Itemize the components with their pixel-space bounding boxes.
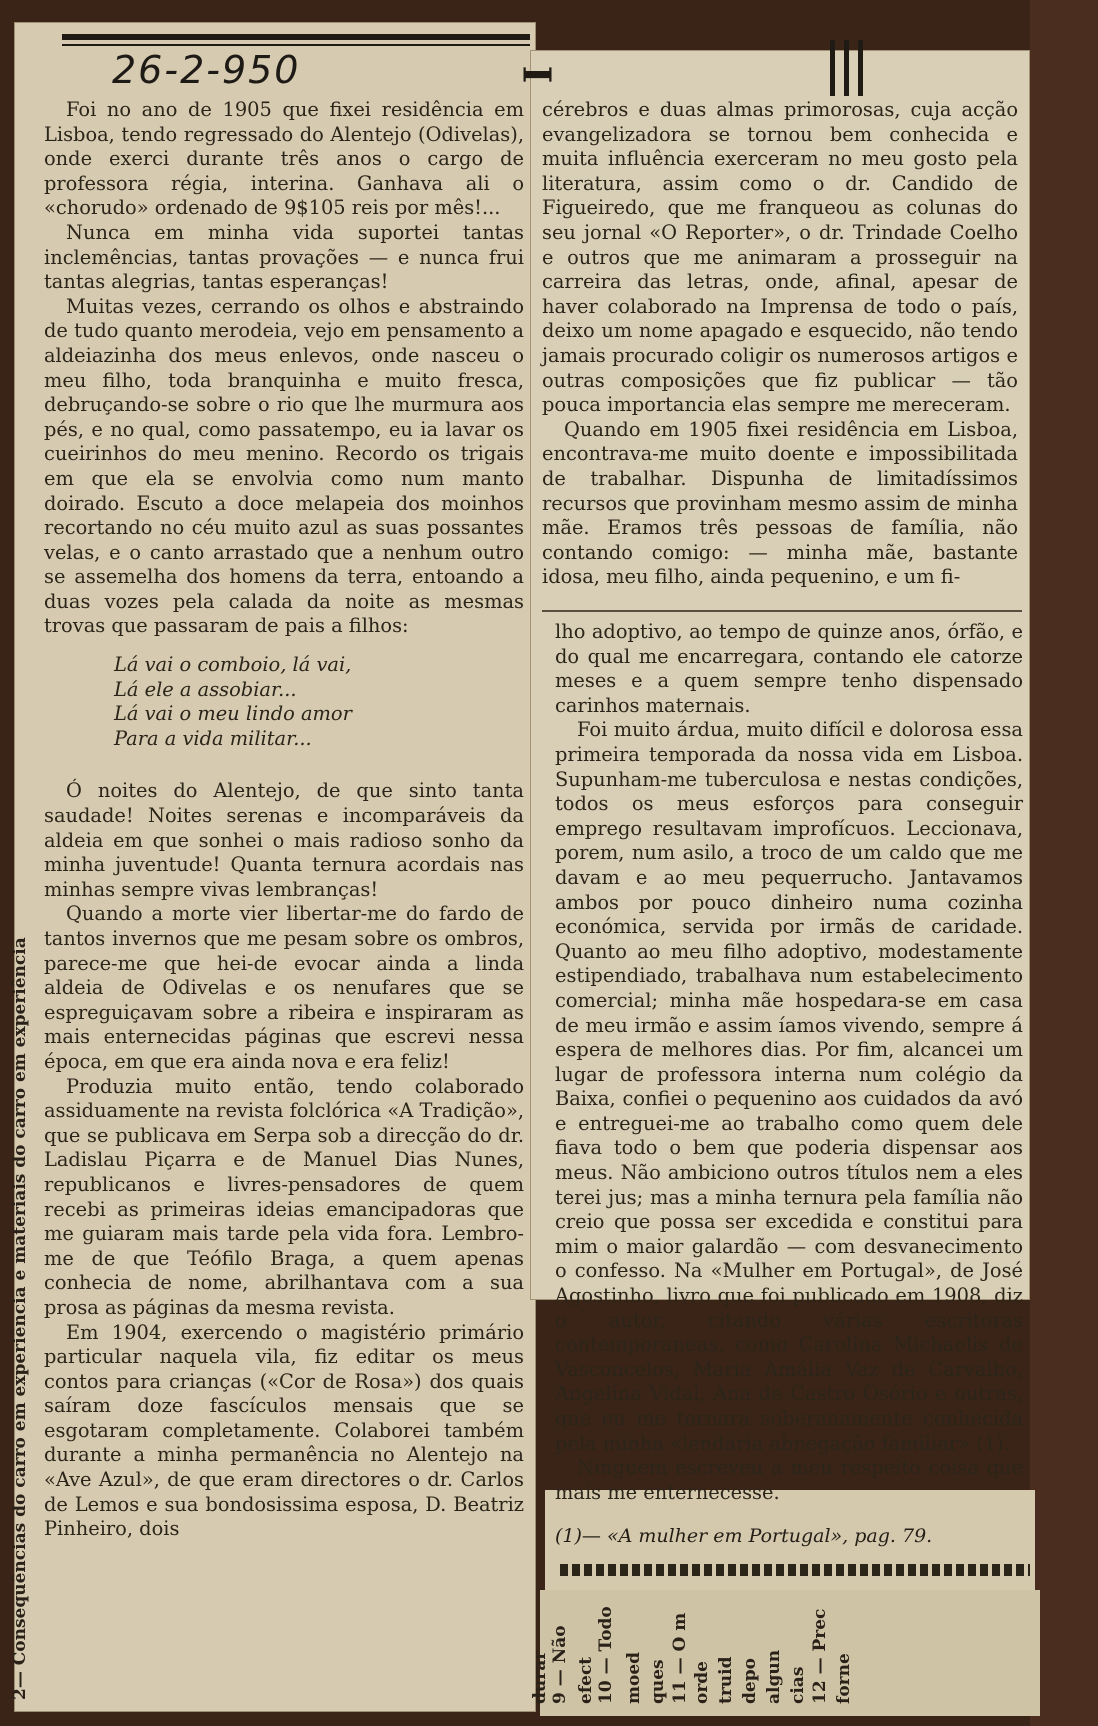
poem-line: Lá vai o meu lindo amor <box>114 702 352 726</box>
paragraph: Muitas vezes, cerrando os olhos e abstraindo de tudo quanto merodeia, vejo em pensamento a aldeiazinha dos meus enlevos, onde nasceu o meu filho, toda branquinha e muito fresca, debruçando-se sobre o rio que lhe murmura aos pés, e no qual, como passatempo, eu ia lavar os cueirinhos do meu menino. Recordo os trigais em que ela se envolvia como num manto doirado. Escuto a doce melapeia dos moinhos recortando no céu muito azul as suas possantes velas, e o canto arrastado que a nenhum outro se assemelha dos homens da terra, entoando a duas vozes pela calada da noite as mesmas trovas que passaram de pais a filhos: <box>44 294 524 638</box>
ornamental-rule <box>560 1564 1030 1576</box>
column-divider <box>542 610 1022 612</box>
strip-word: depo <box>740 1658 760 1704</box>
left-column <box>44 98 524 1542</box>
strip-word: 9 — Não <box>550 1625 570 1704</box>
strip-word: 10 — Todo <box>596 1606 616 1704</box>
strip-word: cias <box>788 1666 808 1704</box>
paragraph: Foi muito árdua, muito difícil e dolorosa essa primeira temporada da nossa vida em Lisboa. Supunham-me tuberculosa e nestas condições, todos os meus esforços para conseguir emprego resultavam improfícuos. Leccionava, porem, num asilo, a troco de um caldo que me davam e ao meu pequerrucho. Jantavamos ambos por pouco dinheiro numa cozinha económica, servida por irmãs de caridade. Quanto ao meu filho adoptivo, modestamente estipendiado, trabalhava num estabelecimento comercial; minha mãe hospedara-se em casa de meu irmão e assim íamos vivendo, sempre á espera de melhores dias. Por fim, alcancei um lugar de professora interna num colégio da Baixa, confiei o pequenino aos cuidados da avó e entreguei-me ao trabalho como quem dele fiava todo o bem que poderia dispensar aos meus. Não ambiciono outros títulos nem a eles terei jus; mas a minha ternura pela família não creio que possa ser excedida e constitui para mim o maior galardão — com desvanecimento o confesso. Na «Mulher em Portugal», de José Agostinho, livro que foi publicado em 1908, diz o autor, citando várias escritoras contemporaneas, como Carolina Michaelis de Vasconcelos, Maria Amália Vaz de Carvalho, Angelina Vidal, Ana de Castro Osório e outras, que eu me tornara soberanamente conhecida pela minha «lendária abnegação familiar» (1). <box>555 718 1023 1455</box>
bar <box>830 40 835 96</box>
paragraph: Em 1904, exercendo o magistério primário particular naquela vila, fiz editar os meus contos para crianças («Cor de Rosa») dos quais saíram doze fascículos mensais que se esgotaram completamente. Colaborei também durante a minha permanência no Alentejo na «Ave Azul», de que eram directores o dr. Carlos de Lemos e sua bondosissima esposa, D. Beatriz Pinheiro, dois <box>44 1320 524 1541</box>
page-edge <box>1030 0 1098 1726</box>
bar <box>858 40 863 96</box>
paragraph: Quando em 1905 fixei residência em Lisboa, encontrava-me muito doente e impossibilitada de trabalhar. Dispunha de limitadíssimos recursos que provinham mesmo assim de minha mãe. Eramos três pessoas de família, não contando comigo: — minha mãe, bastante idosa, meu filho, ainda pequenino, e um fi- <box>542 417 1018 589</box>
strip-word: 12 — Prec <box>810 1608 830 1704</box>
strip-word: algun <box>764 1649 784 1704</box>
strip-word: 11 — O m <box>670 1612 690 1704</box>
section-numeral: I <box>514 65 560 84</box>
handwritten-date: 26-2-950 <box>112 48 301 92</box>
poem-line: Lá ele a assobiar... <box>114 677 297 701</box>
paragraph: Quando a morte vier libertar-me do fardo de tantos invernos que me pesam sobre os ombros, parece-me que hei-de evocar ainda a linda aldeia de Odivelas e os nenufares que se espreguiçavam sobre a ribeira e inspiraram as mais enternecidas páginas que escrevi nessa época, em que era ainda nova e era feliz! <box>44 902 524 1073</box>
strip-word: truid <box>716 1656 736 1704</box>
strip-word: forne <box>834 1653 854 1704</box>
paragraph: cérebros e duas almas primorosas, cuja acção evangelizadora se tornou bem conhecida e muita influência exerceram no meu gosto pela literatura, assim como o dr. Candido de Figueiredo, que me franqueou as colunas do seu jornal «O Reporter», o dr. Trindade Coelho e outros que me animaram a prosseguir na carreira das letras, onde, afinal, apesar de haver colaborado na Imprensa de todo o país, deixo um nome apagado e esquecido, não tendo jamais procurado coligir os numerosos artigos e outras composições que fiz publicar — tão pouca importancia elas sempre me mereceram. <box>542 98 1018 417</box>
paragraph: Produzia muito então, tendo colaborado assiduamente na revista folclórica «A Tradição», que se publicava em Serpa sob a direcção do dr. Ladislau Piçarra e de Manuel Dias Nunes, republicanos e livres-pensadores de quem recebi as primeiras ideias emancipadoras que me guiaram mais tarde pela vida fora. Lembro-me de que Teófilo Braga, a quem apenas conhecia de nome, abrilhantava com a sua prosa as páginas da mesma revista. <box>44 1074 524 1319</box>
strip-word: durar <box>530 1650 550 1704</box>
strip-word: orde <box>692 1661 712 1704</box>
strip-word: moed <box>624 1651 644 1704</box>
top-rule-thin <box>62 44 530 46</box>
paragraph: lho adoptivo, ao tempo de quinze anos, órfão, e do qual me encarregara, contando ele catorze meses e a quem sempre tenho dispensado carinhos maternais. <box>555 620 1023 717</box>
poem <box>114 653 524 751</box>
paragraph: Ninguem escreveu a meu respeito coisa que mais me enternecesse. <box>555 1456 1023 1504</box>
paragraph: Nunca em minha vida suportei tantas inclemências, tantas provações — e nunca frui tantas alegrias, tantas esperanças! <box>44 220 524 294</box>
strip-word: efect <box>576 1656 596 1704</box>
poem-line: Para a vida militar... <box>114 726 312 750</box>
right-column-top <box>542 98 1018 590</box>
poem-line: Lá vai o comboio, lá vai, <box>114 653 352 677</box>
strip-word: ques <box>648 1659 668 1704</box>
paragraph: Foi no ano de 1905 que fixei residência em Lisboa, tendo regressado do Alentejo (Odivelas), onde exerci durante três anos o cargo de professora régia, interina. Ganhava ali o «chorudo» ordenado de 9$105 reis por mês!... <box>44 98 524 220</box>
paragraph: Ó noites do Alentejo, de que sinto tanta saudade! Noites serenas e incomparáveis da aldeia em que sonhei o mais radioso sonho da minha juventude! Quanta ternura acordais nas minhas sempre vivas lembranças! <box>44 779 524 901</box>
footnote: (1)— «A mulher em Portugal», pag. 79. <box>555 1525 933 1547</box>
top-rule <box>62 34 530 40</box>
side-strip-text: 2— Consequências do carro em experiência e materiais do carro em experiência <box>10 937 30 1700</box>
bar <box>844 40 849 96</box>
bottom-strip <box>530 1600 1026 1710</box>
right-column-bottom <box>555 620 1023 1505</box>
